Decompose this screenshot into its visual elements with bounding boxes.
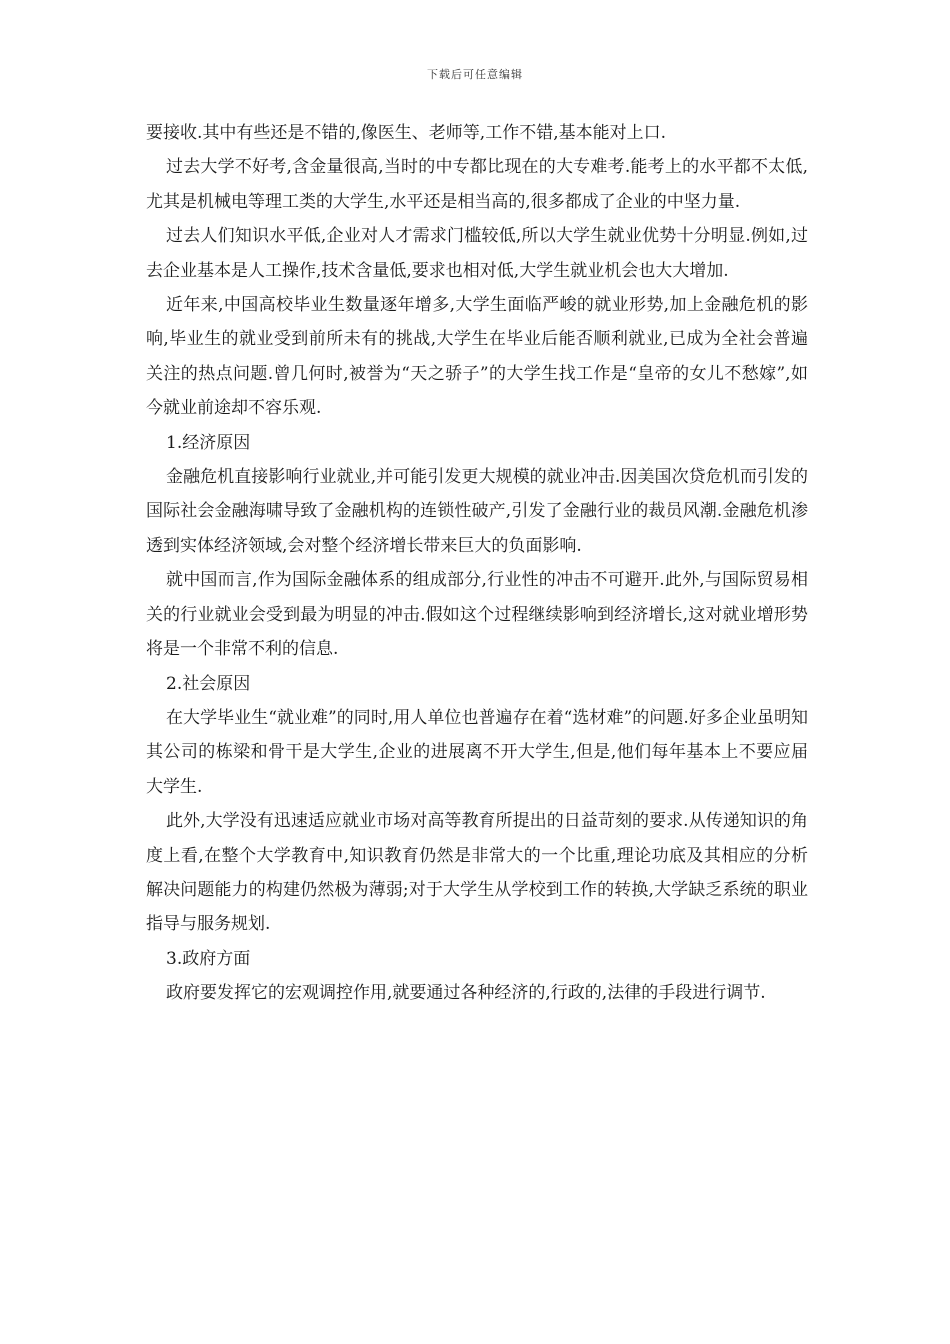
paragraph: 此外,大学没有迅速适应就业市场对高等教育所提出的日益苛刻的要求.从传递知识的角度上看,在整个大学教育中,知识教育仍然是非常大的一个比重,理论功底及其相应的分析解决问题能力的构建仍然极为薄弱;对于大学生从学校到工作的转换,大学缺乏系统的职业指导与服务规划. [146, 811, 808, 935]
section-heading: 1.经济原因 [166, 432, 251, 453]
paragraph: 就中国而言,作为国际金融体系的组成部分,行业性的冲击不可避开.此外,与国际贸易相关的行业就业会受到最为明显的冲击.假如这个过程继续影响到经济增长,这对就业增形势将是一个非常不利的信息. [146, 570, 808, 660]
paragraph: 过去人们知识水平低,企业对人才需求门槛较低,所以大学生就业优势十分明显.例如,过去企业基本是人工操作,技术含量低,要求也相对低,大学生就业机会也大大增加. [146, 226, 808, 281]
document-body [146, 116, 808, 1011]
section-heading: 2.社会原因 [166, 673, 251, 694]
paragraph: 金融危机直接影响行业就业,并可能引发更大规模的就业冲击.因美国次贷危机而引发的国际社会金融海啸导致了金融机构的连锁性破产,引发了金融行业的裁员风潮.金融危机渗透到实体经济领域,会对整个经济增长带来巨大的负面影响. [146, 467, 808, 556]
paragraph: 要接收.其中有些还是不错的,像医生、老师等,工作不错,基本能对上口. [146, 123, 667, 143]
section-heading: 3.政府方面 [166, 948, 251, 969]
paragraph: 政府要发挥它的宏观调控作用,就要通过各种经济的,行政的,法律的手段进行调节. [166, 983, 766, 1004]
paragraph: 过去大学不好考,含金量很高,当时的中专都比现在的大专难考.能考上的水平都不太低,尤其是机械电等理工类的大学生,水平还是相当高的,很多都成了企业的中坚力量. [146, 157, 808, 212]
paragraph: 在大学毕业生“就业难”的同时,用人单位也普遍存在着“选材难”的问题.好多企业虽明知其公司的栋梁和骨干是大学生,企业的进展离不开大学生,但是,他们每年基本上不要应届大学生. [146, 707, 808, 797]
paragraph: 近年来,中国高校毕业生数量逐年增多,大学生面临严峻的就业形势,加上金融危机的影响,毕业生的就业受到前所未有的挑战,大学生在毕业后能否顺利就业,已成为全社会普遍关注的热点问题.曾几何时,被誉为“天之骄子”的大学生找工作是“皇帝的女儿不愁嫁”,如今就业前途却不容乐观. [146, 295, 808, 419]
page-header: 下载后可任意编辑 [427, 68, 523, 81]
